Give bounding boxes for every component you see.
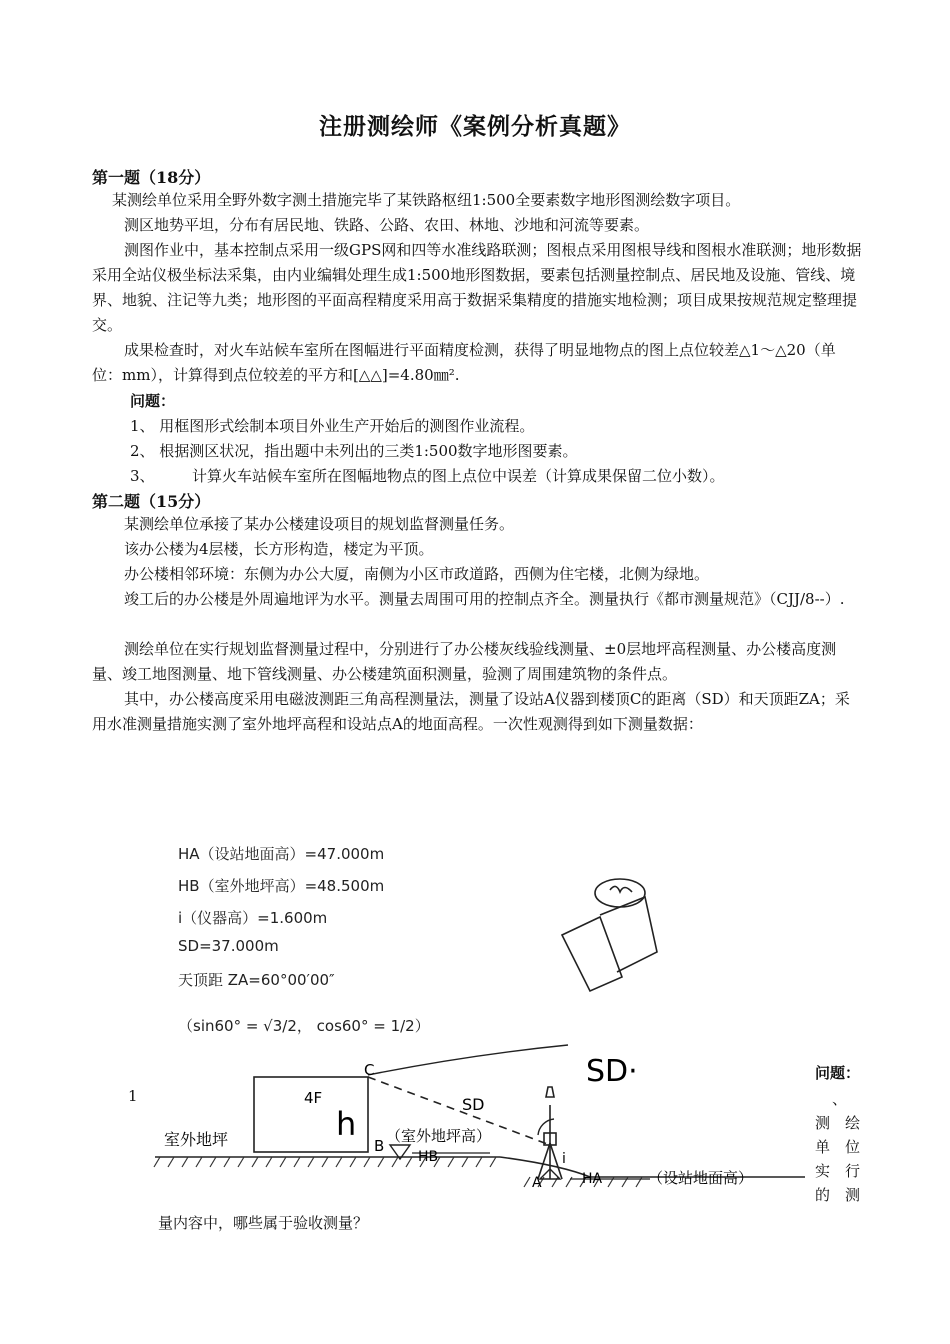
side-line-5: 的 测 xyxy=(815,1186,861,1204)
q2-para-6: 其中，办公楼高度采用电磁波测距三角高程测量法，测量了设站A仪器到楼顶C的距离（SD）和天顶距ZA；采用水准测量措施实测了室外地坪高程和设站点A的地面高程。一次性观测得到如下测量数据： xyxy=(92,690,850,733)
point-c-label: C xyxy=(364,1061,375,1079)
side-line-2: 测 绘 xyxy=(815,1114,861,1132)
q1-para-1: 某测绘单位采用全野外数字测土措施完毕了某铁路枢纽1:500全要素数字地形图测绘数字项目。 xyxy=(112,191,741,209)
survey-figure xyxy=(150,835,805,1205)
q1-questions-label: 问题： xyxy=(130,392,176,410)
handwritten-curve xyxy=(368,1045,568,1075)
handwritten-h: h xyxy=(336,1105,357,1143)
figure-data-za: 天顶距 ZA=60°00′00″ xyxy=(178,971,335,989)
q2-heading: 第二题（15分） xyxy=(92,492,211,511)
figure-data-sd: SD=37.000m xyxy=(178,937,279,955)
hb-label: HB xyxy=(418,1149,439,1165)
q1-question-2: 2、 根据测区状况，指出题中未列出的三类1:500数字地形图要素。 xyxy=(130,442,578,460)
q1-para-2: 测区地势平坦，分布有居民地、铁路、公路、农田、林地、沙地和河流等要素。 xyxy=(124,216,650,234)
point-a-label: A xyxy=(532,1175,542,1191)
side-number: 1 xyxy=(128,1087,138,1105)
figure-data-ha: HA（设站地面高）=47.000m xyxy=(178,845,385,863)
building-floor-label: 4F xyxy=(304,1089,323,1107)
q2-tail-question: 量内容中，哪些属于验收测量？ xyxy=(158,1214,369,1232)
handwritten-sd: SD· xyxy=(586,1054,638,1089)
outdoor-label: 室外地坪 xyxy=(164,1130,229,1149)
handwritten-doodle xyxy=(562,879,657,991)
ground-hatching xyxy=(154,1157,642,1187)
q2-para-3: 办公楼相邻环境：东侧为办公大厦，南侧为小区市政道路，西侧为住宅楼，北侧为绿地。 xyxy=(124,565,710,583)
q1-question-1: 1、 用框图形式绘制本项目外业生产开始后的测图作业流程。 xyxy=(130,417,535,435)
q2-para-5: 测绘单位在实行规划监督测量过程中，分别进行了办公楼灰线验线测量、±0层地坪高程测量、办公楼高度测量、竣工地图测量、地下管线测量、办公楼建筑面积测量，验测了周围建筑物的条件点。 xyxy=(92,640,837,683)
q2-para-2: 该办公楼为4层楼，长方形构造，楼定为平顶。 xyxy=(124,540,434,558)
q1-para-3: 测图作业中，基本控制点采用一级GPS网和四等水准线路联测；图根点采用图根导线和图根水准联测；地形数据采用全站仪极坐标法采集，由内业编辑处理生成1:500地形图数据，要素包括测量控制点、居民地及设施、管线、境界、地貌、注记等九类；地形图的平面高程精度采用高于数据采集精度的措施实地检测；项目成果按规范规定整理提交。 xyxy=(92,241,862,334)
q1-question-3-number: 3、 xyxy=(130,467,155,485)
figure-data-trig: （sin60° = √3/2， cos60° = 1/2） xyxy=(178,1017,430,1035)
q2-para-4: 竣工后的办公楼是外周遍地评为水平。测量去周围可用的控制点齐全。测量执行《都市测量规范》（CJJ/8--）. xyxy=(124,590,845,608)
q1-para-4: 成果检查时，对火车站候车室所在图幅进行平面精度检测，获得了明显地物点的图上点位较差△1～△20（单位：mm），计算得到点位较差的平方和[△△]=4.80㎜². xyxy=(92,341,836,384)
side-line-4: 实 行 xyxy=(815,1162,861,1180)
figure-drawing xyxy=(150,835,805,1205)
q1-heading: 第一题（18分） xyxy=(92,168,211,187)
q1-question-3-text: 计算火车站候车室所在图幅地物点的图上点位中误差（计算成果保留二位小数）。 xyxy=(192,467,725,485)
side-questions-label: 问题： xyxy=(815,1064,861,1082)
side-line-1: 、 xyxy=(832,1090,848,1108)
figure-data-hb: HB（室外地坪高）=48.500m xyxy=(178,877,385,895)
point-b-label: B xyxy=(374,1137,385,1155)
page-title: 注册测绘师《案例分析真题》 xyxy=(319,113,631,140)
instrument-tripod xyxy=(538,1087,562,1179)
outdoor-paren-label: （室外地坪高） xyxy=(386,1127,492,1145)
sd-label: SD xyxy=(462,1095,485,1114)
instrument-height-label: i xyxy=(562,1151,566,1167)
side-line-3: 单 位 xyxy=(815,1138,861,1156)
station-paren-label: （设站地面高） xyxy=(648,1169,754,1187)
ha-label: HA xyxy=(582,1171,603,1187)
figure-data-i: i（仪器高）=1.600m xyxy=(178,909,328,927)
q2-para-1: 某测绘单位承接了某办公楼建设项目的规划监督测量任务。 xyxy=(124,515,515,533)
